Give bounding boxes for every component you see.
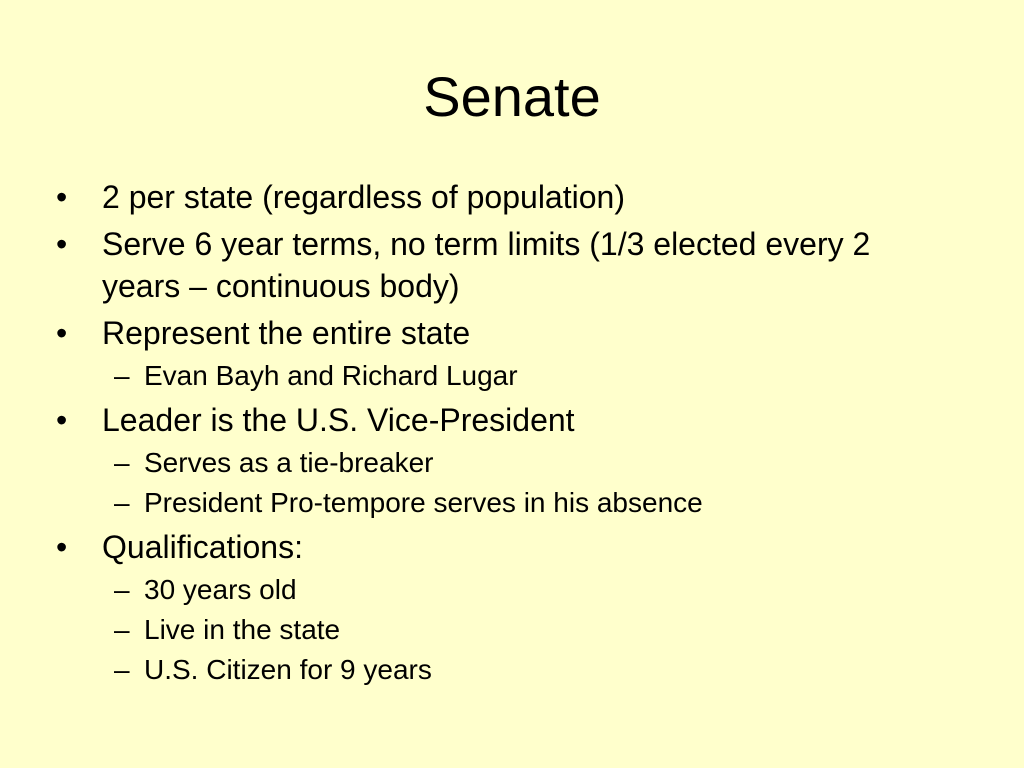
- sub-bullet-item: [114, 612, 954, 648]
- bullet-text: Serve 6 year terms, no term limits (1/3 elected every 2 years – continuous body): [102, 226, 871, 304]
- sub-bullet-text: Evan Bayh and Richard Lugar: [144, 360, 518, 391]
- sub-bullet-text: 30 years old: [144, 574, 297, 605]
- bullet-item: [54, 526, 954, 568]
- bullet-item: [54, 312, 954, 354]
- bullet-list: [54, 176, 954, 688]
- bullet-marker: •: [56, 226, 68, 262]
- sub-bullet-item: [114, 358, 954, 394]
- sub-bullet-marker: –: [114, 360, 130, 391]
- sub-bullet-marker: –: [114, 654, 130, 685]
- bullet-text: Represent the entire state: [102, 315, 471, 351]
- sub-bullet-text: President Pro-tempore serves in his absence: [144, 487, 703, 518]
- bullet-marker: •: [56, 402, 68, 438]
- sub-bullet-text: Live in the state: [144, 614, 341, 645]
- sub-bullet-text: Serves as a tie-breaker: [144, 447, 434, 478]
- bullet-text: Qualifications:: [102, 529, 303, 565]
- bullet-text: Leader is the U.S. Vice-President: [102, 402, 575, 438]
- sub-bullet-item: [114, 572, 954, 608]
- bullet-marker: •: [56, 315, 68, 351]
- sub-bullet-marker: –: [114, 447, 130, 478]
- sub-bullet-item: [114, 652, 954, 688]
- bullet-item: [54, 399, 954, 441]
- slide-title: Senate: [423, 65, 601, 128]
- bullet-marker: •: [56, 529, 68, 565]
- sub-bullet-marker: –: [114, 614, 130, 645]
- bullet-text: 2 per state (regardless of population): [102, 179, 625, 215]
- sub-bullet-item: [114, 445, 954, 481]
- sub-bullet-item: [114, 485, 954, 521]
- sub-bullet-marker: –: [114, 487, 130, 518]
- bullet-item: [54, 176, 954, 218]
- bullet-item: [54, 223, 954, 307]
- sub-bullet-marker: –: [114, 574, 130, 605]
- sub-bullet-text: U.S. Citizen for 9 years: [144, 654, 432, 685]
- bullet-marker: •: [56, 179, 68, 215]
